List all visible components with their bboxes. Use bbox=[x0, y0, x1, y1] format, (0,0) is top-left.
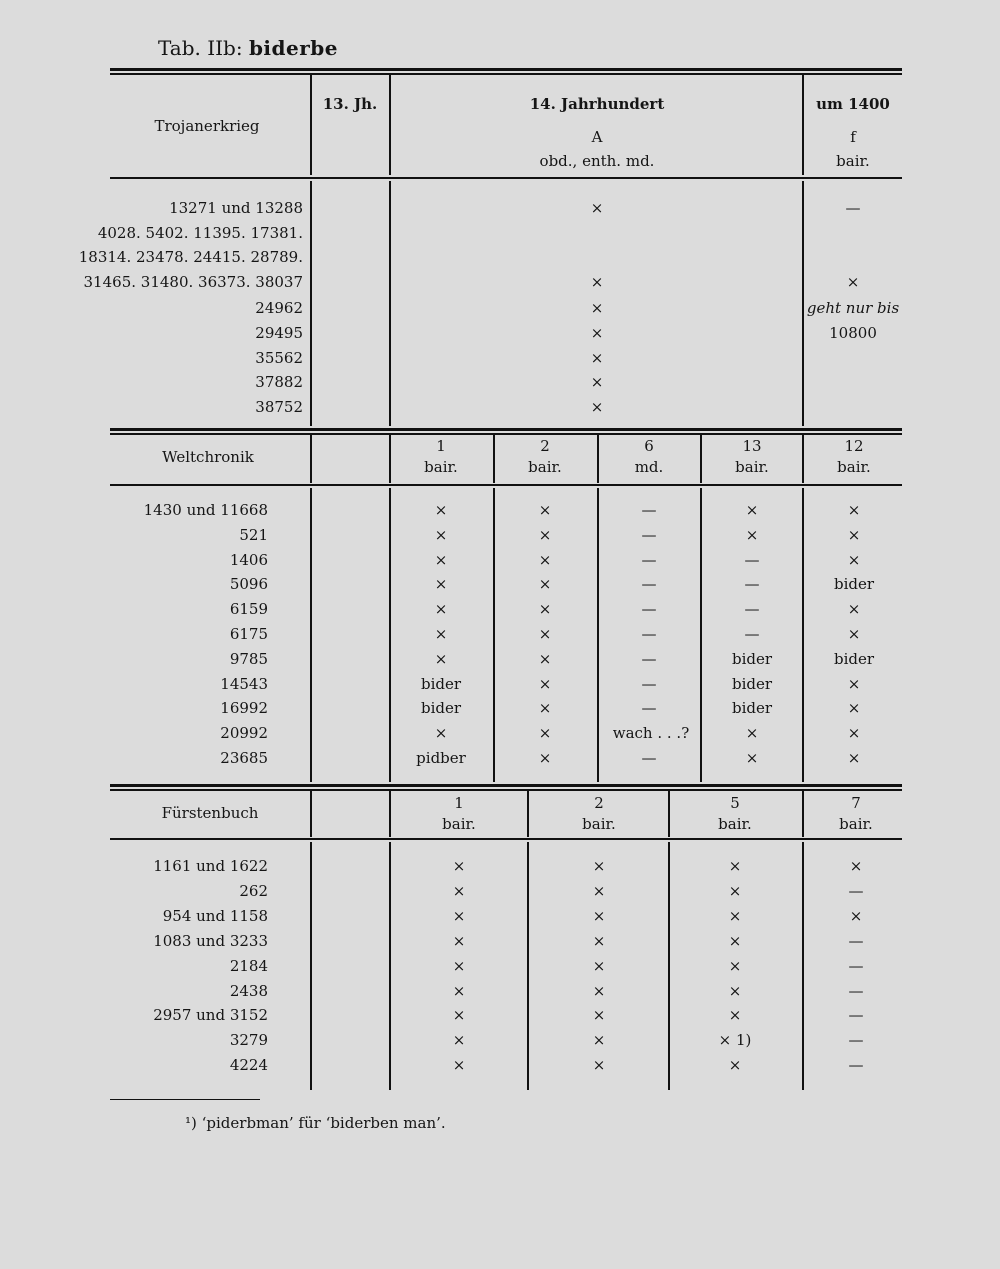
vline bbox=[493, 488, 495, 782]
cell-value: × bbox=[728, 906, 742, 925]
cell-value: × bbox=[847, 525, 861, 544]
cell-value: × bbox=[452, 931, 466, 950]
cell-value: × bbox=[590, 397, 604, 416]
cell-value: bider bbox=[731, 649, 773, 668]
row-label: 521 bbox=[239, 525, 268, 544]
column-dialect: bair. bbox=[582, 815, 616, 833]
vline bbox=[802, 435, 804, 483]
top-rule bbox=[110, 68, 902, 71]
troj-colA: A bbox=[591, 128, 603, 146]
cell-value: × bbox=[590, 299, 604, 318]
cell-value: × bbox=[847, 501, 861, 519]
cell-value: × bbox=[452, 906, 466, 925]
vline bbox=[802, 75, 804, 175]
cell-value: × bbox=[538, 649, 552, 668]
cell-value: × bbox=[538, 625, 552, 643]
title-prefix: Tab. IIb: bbox=[158, 36, 243, 60]
cell-value: × bbox=[538, 724, 552, 743]
cell-value: × bbox=[434, 724, 448, 743]
column-number: 13 bbox=[742, 437, 762, 455]
column-number: 2 bbox=[594, 794, 604, 812]
row-label: 37882 bbox=[255, 373, 303, 392]
troj-colA-sub: obd., enth. md. bbox=[539, 152, 655, 170]
vline bbox=[802, 488, 804, 782]
cell-value: bider bbox=[833, 649, 875, 668]
cell-value: — bbox=[744, 625, 760, 643]
cell-value: × bbox=[847, 600, 861, 619]
cell-value: — bbox=[641, 699, 657, 718]
cell-value: × bbox=[452, 857, 466, 875]
vline bbox=[668, 842, 670, 1090]
row-label: 20992 bbox=[220, 724, 268, 743]
cell-value: 10800 bbox=[829, 324, 877, 342]
vline bbox=[389, 435, 391, 483]
cell-value: × bbox=[849, 857, 863, 875]
vline bbox=[700, 435, 702, 483]
vline bbox=[493, 435, 495, 483]
cell-value: × bbox=[434, 501, 448, 519]
troj-colF: f bbox=[850, 128, 856, 146]
vline bbox=[802, 842, 804, 1090]
cell-value: — bbox=[744, 600, 760, 619]
cell-value: × bbox=[538, 501, 552, 519]
cell-value: × bbox=[745, 749, 759, 767]
cell-value: × bbox=[538, 600, 552, 619]
cell-value: — bbox=[641, 550, 657, 569]
cell-value: — bbox=[848, 1056, 864, 1075]
vline bbox=[310, 435, 312, 483]
cell-value: × bbox=[452, 956, 466, 975]
cell-value: × bbox=[538, 575, 552, 594]
cell-value: × bbox=[849, 906, 863, 925]
vline bbox=[802, 791, 804, 837]
row-label: 38752 bbox=[255, 397, 303, 416]
row-label: 2184 bbox=[229, 956, 268, 975]
troj-label: Trojanerkrieg bbox=[154, 117, 260, 135]
cell-value: × bbox=[452, 1006, 466, 1025]
cell-value: × bbox=[728, 956, 742, 975]
rule bbox=[110, 433, 902, 435]
top-rule-2 bbox=[110, 73, 902, 75]
page-title bbox=[158, 36, 338, 60]
cell-value: × bbox=[592, 956, 606, 975]
column-number: 6 bbox=[644, 437, 654, 455]
column-dialect: bair. bbox=[735, 458, 769, 476]
rule bbox=[110, 177, 902, 179]
cell-value: bider bbox=[420, 699, 462, 718]
cell-value: × bbox=[592, 906, 606, 925]
row-label: 23685 bbox=[220, 749, 268, 767]
column-number: 5 bbox=[730, 794, 740, 812]
cell-value: × bbox=[434, 649, 448, 668]
cell-value: × bbox=[434, 600, 448, 619]
cell-value: × bbox=[728, 1006, 742, 1025]
row-label: 2957 und 3152 bbox=[153, 1006, 268, 1025]
cell-value: × bbox=[452, 881, 466, 900]
cell-value: — bbox=[848, 1031, 864, 1050]
row-label: 4028. 5402. 11395. 17381. bbox=[97, 223, 303, 242]
cell-value: × bbox=[847, 625, 861, 643]
row-label: 31465. 31480. 36373. 38037 bbox=[83, 272, 303, 291]
cell-value: × bbox=[590, 373, 604, 392]
row-label: 6175 bbox=[229, 625, 268, 643]
footnote: ¹) ‘piderbman’ für ‘biderben man’. bbox=[185, 1114, 446, 1132]
welt-label: Weltchronik bbox=[162, 448, 254, 466]
column-number: 12 bbox=[844, 437, 864, 455]
row-label: 1406 bbox=[229, 550, 268, 569]
row-label: 35562 bbox=[255, 348, 303, 367]
cell-value: bider bbox=[731, 699, 773, 718]
cell-value: bider bbox=[833, 575, 875, 594]
cell-value: × bbox=[434, 625, 448, 643]
cell-value: × bbox=[590, 272, 604, 291]
row-label: 29495 bbox=[255, 324, 303, 342]
troj-colF-sub: bair. bbox=[836, 152, 870, 170]
rule bbox=[110, 789, 902, 791]
row-label: 262 bbox=[239, 881, 268, 900]
row-label: 5096 bbox=[229, 575, 268, 594]
vline bbox=[700, 488, 702, 782]
fuerst-label: Fürstenbuch bbox=[161, 804, 259, 822]
column-dialect: bair. bbox=[718, 815, 752, 833]
cell-value: × bbox=[592, 1056, 606, 1075]
column-dialect: bair. bbox=[528, 458, 562, 476]
cell-value: bider bbox=[731, 674, 773, 693]
cell-value: × bbox=[434, 525, 448, 544]
rule bbox=[110, 484, 902, 486]
cell-value: × bbox=[592, 931, 606, 950]
vline bbox=[310, 75, 312, 175]
cell-value: × bbox=[538, 749, 552, 767]
cell-value: — bbox=[641, 674, 657, 693]
column-number: 2 bbox=[540, 437, 550, 455]
cell-value: × bbox=[592, 881, 606, 900]
cell-value: × bbox=[847, 749, 861, 767]
cell-value: × bbox=[452, 1056, 466, 1075]
cell-value: geht nur bis bbox=[806, 299, 900, 318]
cell-value: × bbox=[538, 674, 552, 693]
row-label: 14543 bbox=[220, 674, 268, 693]
cell-value: × bbox=[538, 699, 552, 718]
vline bbox=[310, 181, 312, 426]
vline bbox=[597, 488, 599, 782]
cell-value: × bbox=[728, 857, 742, 875]
column-dialect: bair. bbox=[424, 458, 458, 476]
cell-value: × bbox=[538, 550, 552, 569]
vline bbox=[597, 435, 599, 483]
cell-value: × bbox=[847, 674, 861, 693]
vline bbox=[310, 488, 312, 782]
cell-value: — bbox=[641, 600, 657, 619]
cell-value: — bbox=[848, 956, 864, 975]
cell-value: × bbox=[745, 724, 759, 743]
column-dialect: bair. bbox=[442, 815, 476, 833]
cell-value: × bbox=[592, 857, 606, 875]
row-label: 6159 bbox=[229, 600, 268, 619]
rule bbox=[110, 784, 902, 787]
cell-value: × bbox=[590, 324, 604, 342]
cell-value: — bbox=[744, 550, 760, 569]
cell-value: — bbox=[848, 981, 864, 1000]
column-number: 7 bbox=[851, 794, 861, 812]
cell-value: × bbox=[592, 981, 606, 1000]
column-dialect: bair. bbox=[839, 815, 873, 833]
cell-value: — bbox=[641, 575, 657, 594]
vline bbox=[389, 75, 391, 175]
row-label: 1083 und 3233 bbox=[153, 931, 268, 950]
column-number: 1 bbox=[436, 437, 446, 455]
row-label: 3279 bbox=[229, 1031, 268, 1050]
cell-value: × bbox=[728, 931, 742, 950]
cell-value: × bbox=[847, 699, 861, 718]
cell-value: × bbox=[538, 525, 552, 544]
cell-value: × bbox=[434, 550, 448, 569]
cell-value: — bbox=[848, 881, 864, 900]
vline bbox=[527, 842, 529, 1090]
cell-value: × bbox=[728, 881, 742, 900]
cell-value: pidber bbox=[416, 749, 466, 767]
cell-value: × bbox=[590, 199, 604, 217]
row-label: 16992 bbox=[220, 699, 268, 718]
cell-value: × bbox=[847, 724, 861, 743]
cell-value: × bbox=[847, 550, 861, 569]
rule bbox=[110, 838, 902, 840]
cell-value: bider bbox=[420, 674, 462, 693]
row-label: 1430 und 11668 bbox=[143, 501, 268, 519]
troj-col13: 13. Jh. bbox=[322, 95, 378, 113]
title-word: biderbe bbox=[248, 36, 338, 60]
cell-value: × bbox=[434, 575, 448, 594]
row-label: 24962 bbox=[255, 299, 303, 318]
troj-col14: 14. Jahrhundert bbox=[529, 95, 665, 113]
column-number: 1 bbox=[454, 794, 464, 812]
vline bbox=[802, 181, 804, 426]
rule bbox=[110, 428, 902, 431]
cell-value: wach . . .? bbox=[612, 724, 690, 743]
troj-col1400: um 1400 bbox=[816, 95, 890, 113]
cell-value: — bbox=[744, 575, 760, 594]
row-label: 1161 und 1622 bbox=[153, 857, 268, 875]
vline bbox=[527, 791, 529, 837]
vline bbox=[389, 488, 391, 782]
cell-value: × bbox=[728, 981, 742, 1000]
cell-value: — bbox=[641, 625, 657, 643]
cell-value: × bbox=[592, 1006, 606, 1025]
cell-value: — bbox=[845, 199, 861, 217]
column-dialect: bair. bbox=[837, 458, 871, 476]
cell-value: × bbox=[452, 1031, 466, 1050]
footnote-rule bbox=[110, 1099, 260, 1100]
vline bbox=[389, 181, 391, 426]
vline bbox=[310, 842, 312, 1090]
cell-value: × bbox=[728, 1056, 742, 1075]
cell-value: × 1) bbox=[718, 1031, 752, 1050]
column-dialect: md. bbox=[634, 458, 664, 476]
vline bbox=[310, 791, 312, 837]
vline bbox=[389, 842, 391, 1090]
vline bbox=[668, 791, 670, 837]
row-label: 954 und 1158 bbox=[162, 906, 268, 925]
row-label: 4224 bbox=[229, 1056, 268, 1075]
cell-value: × bbox=[592, 1031, 606, 1050]
cell-value: — bbox=[641, 649, 657, 668]
cell-value: × bbox=[745, 525, 759, 544]
cell-value: — bbox=[641, 525, 657, 544]
row-label: 18314. 23478. 24415. 28789. bbox=[78, 248, 303, 267]
cell-value: × bbox=[452, 981, 466, 1000]
cell-value: × bbox=[745, 501, 759, 519]
row-label: 13271 und 13288 bbox=[169, 199, 303, 217]
cell-value: — bbox=[641, 749, 657, 767]
row-label: 9785 bbox=[229, 649, 268, 668]
cell-value: — bbox=[848, 931, 864, 950]
cell-value: — bbox=[848, 1006, 864, 1025]
cell-value: — bbox=[641, 501, 657, 519]
vline bbox=[389, 791, 391, 837]
cell-value: × bbox=[590, 348, 604, 367]
cell-value: × bbox=[846, 272, 860, 291]
row-label: 2438 bbox=[229, 981, 268, 1000]
